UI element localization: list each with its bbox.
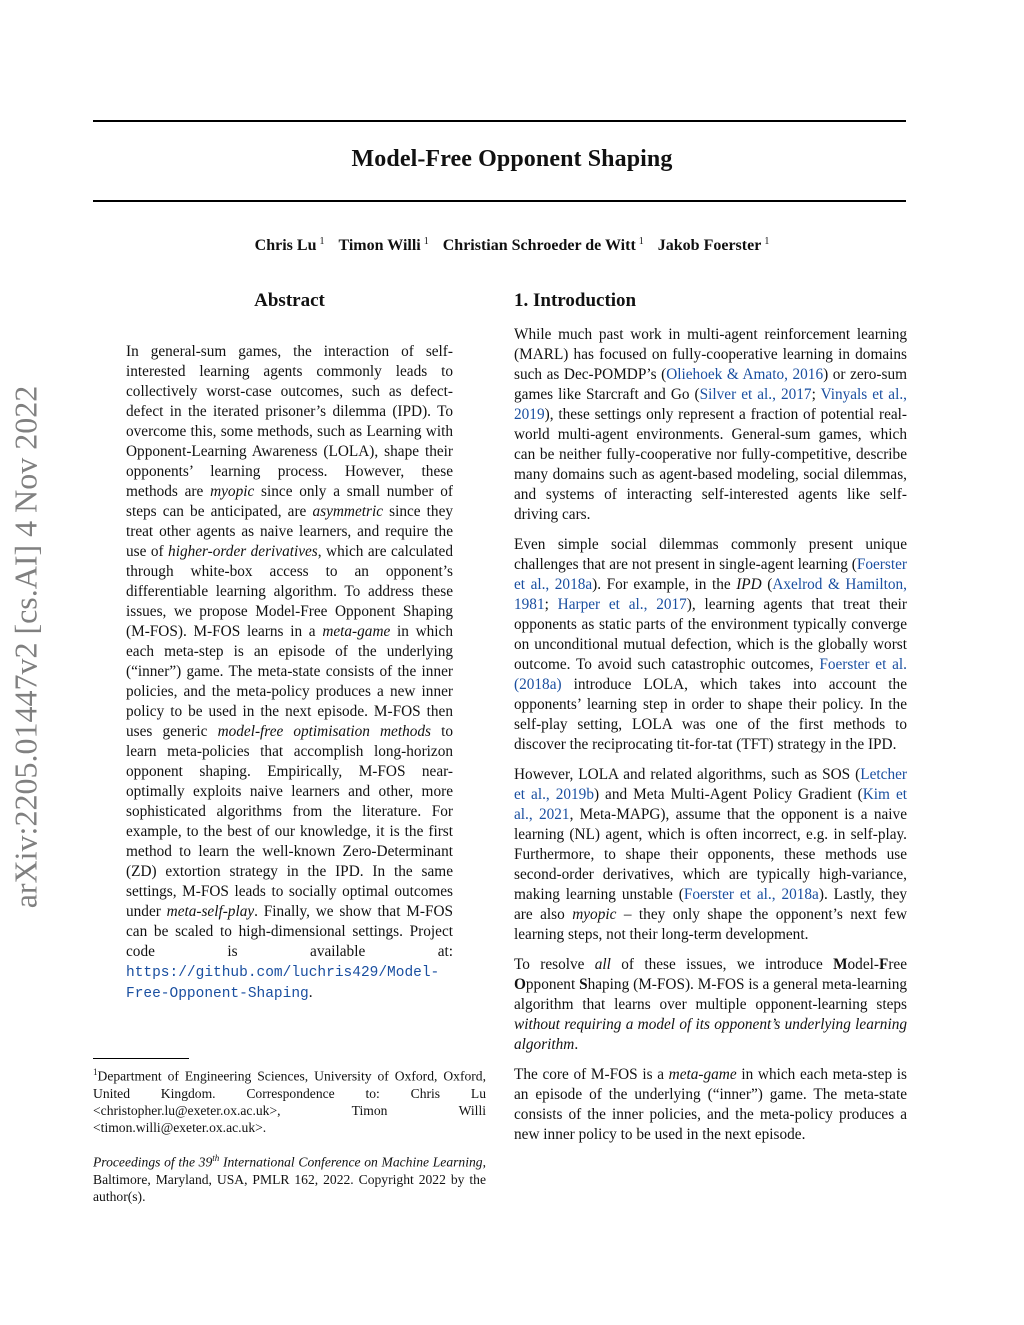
citation-link[interactable]: Harper et al., 2017 [557, 596, 687, 613]
arxiv-identifier-stamp[interactable]: arXiv:2205.01447v2 [cs.AI] 4 Nov 2022 [7, 385, 44, 909]
citation-link[interactable]: Silver et al., 2017 [699, 386, 812, 403]
intro-paragraph-2: Even simple social dilemmas commonly present unique challenges that are not present in single-agent learning (Foerster et al., 2018a). For example, in the IPD (Axelrod & Hamilton, 1981; Harper et al., 2017), learning agents that treat their opponents as static parts of the environment typically converge on unconditional mutual defection, which is the globally worst outcome. To avoid such catastrophic outcomes, Foerster et al. (2018a) introduce LOLA, which takes into account the opponents’ learning step in order to shape their policy. In the self-play setting, LOLA was one of the first methods to discover the reciprocating tit-for-tat (TFT) strategy in the IPD. [514, 536, 908, 753]
citation-link[interactable]: Axelrod & Hamilton, 1981 [514, 576, 908, 613]
introduction-body [514, 325, 907, 1155]
project-code-link[interactable]: https://github.com/luchris429/Model-Free-Opponent-Shaping [126, 965, 440, 1002]
author-jakob-foerster: Jakob Foerster $^1$ [657, 236, 770, 255]
author-timon-willi: Timon Willi $^1$ [338, 236, 429, 255]
citation-link[interactable]: Foerster et al., 2018a [683, 886, 819, 903]
author-chris-lu: Chris Lu $^1$ [254, 236, 325, 255]
abstract-heading: Abstract [254, 290, 325, 311]
citation-link[interactable]: Foerster et al., 2018a [514, 556, 907, 593]
affiliation-footnote: $^1$Department of Engineering Sciences, University of Oxford, Oxford, United Kingdom. Correspondence to: Chris Lu <christopher.lu@exeter.ox.ac.uk>, Timon Willi <timon.willi@exeter.ox.ac.uk>. [93, 1067, 486, 1135]
title-rule-top [93, 120, 906, 122]
section-heading-introduction: 1. Introduction [514, 290, 637, 311]
intro-paragraph-3: However, LOLA and related algorithms, such as SOS (Letcher et al., 2019b) and Meta Multi-Agent Policy Gradient (Kim et al., 2021, Meta-MAPG), assume that the opponent is a naive learning (NL) agent, which is often incorrect, e.g. in self-play. Furthermore, to shape their opponents, these methods use second-order derivatives, which are typically high-variance, making learning unstable (Foerster et al., 2018a). Lastly, they are also myopic – they only shape the opponent’s next few learning steps, not their long-term development. [514, 766, 908, 943]
footnote-rule [93, 1058, 189, 1059]
title-rule-bottom [93, 200, 906, 202]
paper-title: Model-Free Opponent Shaping [351, 146, 673, 172]
intro-paragraph-4: To resolve all of these issues, we introduce Model-Free Opponent Shaping (M-FOS). M-FOS is a general meta-learning algorithm that learns over multiple opponent-learning steps without requiring a model of its opponent’s underlying learning algorithm. [514, 956, 908, 1053]
citation-link[interactable]: Oliehoek & Amato, 2016 [666, 366, 824, 383]
citation-link[interactable]: Vinyals et al., 2019 [514, 386, 907, 423]
abstract-body: In general-sum games, the interaction of self-interested learning agents commonly leads to collectively worst-case outcomes, such as defect-defect in the iterated prisoner’s dilemma (IPD). To overcome this, some methods, such as Learning with Opponent-Learning Awareness (LOLA), shape their opponents’ learning process. However, these methods are myopic since only a small number of steps can be anticipated, are asymmetric since they treat other agents as naive learners, and require the use of higher-order derivatives, which are calculated through white-box access to an opponent’s differentiable learning algorithm. To address these issues, we propose Model-Free Opponent Shaping (M-FOS). M-FOS learns in a meta-game in which each meta-step is an episode of the underlying (“inner”) game. The meta-state consists of the inner policies, and the meta-policy produces a new inner policy to be used in the next episode. M-FOS then uses generic model-free optimisation methods to learn meta-policies that accomplish long-horizon opponent shaping. Empirically, M-FOS near-optimally exploits naive learners and other, more sophisticated algorithms from the literature. For example, to the best of our knowledge, it is the first method to learn the well-known Zero-Determinant (ZD) extortion strategy in the IPD. In the same settings, M-FOS leads to socially optimal outcomes under meta-self-play. Finally, we show that M-FOS can be scaled to high-dimensional settings. Project code is available at: https://github.com/luchris429/Model-Free-Opponent-Shaping. [126, 343, 454, 1002]
citation-link[interactable]: Kim et al., 2021 [514, 786, 907, 823]
proceedings-note: Proceedings of the 39th International Conference on Machine Learning, Baltimore, Maryland, USA, PMLR 162, 2022. Copyright 2022 by the author(s). [93, 1153, 486, 1204]
author-christian-schroeder-de-witt: Christian Schroeder de Witt $^1$ [442, 236, 644, 255]
intro-paragraph-1: While much past work in multi-agent reinforcement learning (MARL) has focused on fully-cooperative learning in domains such as Dec-POMDP’s (Oliehoek & Amato, 2016) or zero-sum games like Starcraft and Go (Silver et al., 2017; Vinyals et al., 2019), these settings only represent a fraction of potential real-world multi-agent environments. General-sum games, which can be neither fully-cooperative nor fully-competitive, describe many domains such as agent-based modeling, social dilemmas, and systems of interacting self-interested agents like self-driving cars. [514, 326, 907, 523]
citation-link[interactable]: Foerster et al. (2018a) [514, 656, 907, 693]
author-list [0, 236, 1024, 255]
intro-paragraph-5: The core of M-FOS is a meta-game in which each meta-step is an episode of the underlying (“inner”) game. The meta-state consists of the inner policies, and the meta-policy produces a new inner policy to be used in the next episode. [514, 1066, 907, 1143]
citation-link[interactable]: Letcher et al., 2019b [514, 766, 907, 803]
